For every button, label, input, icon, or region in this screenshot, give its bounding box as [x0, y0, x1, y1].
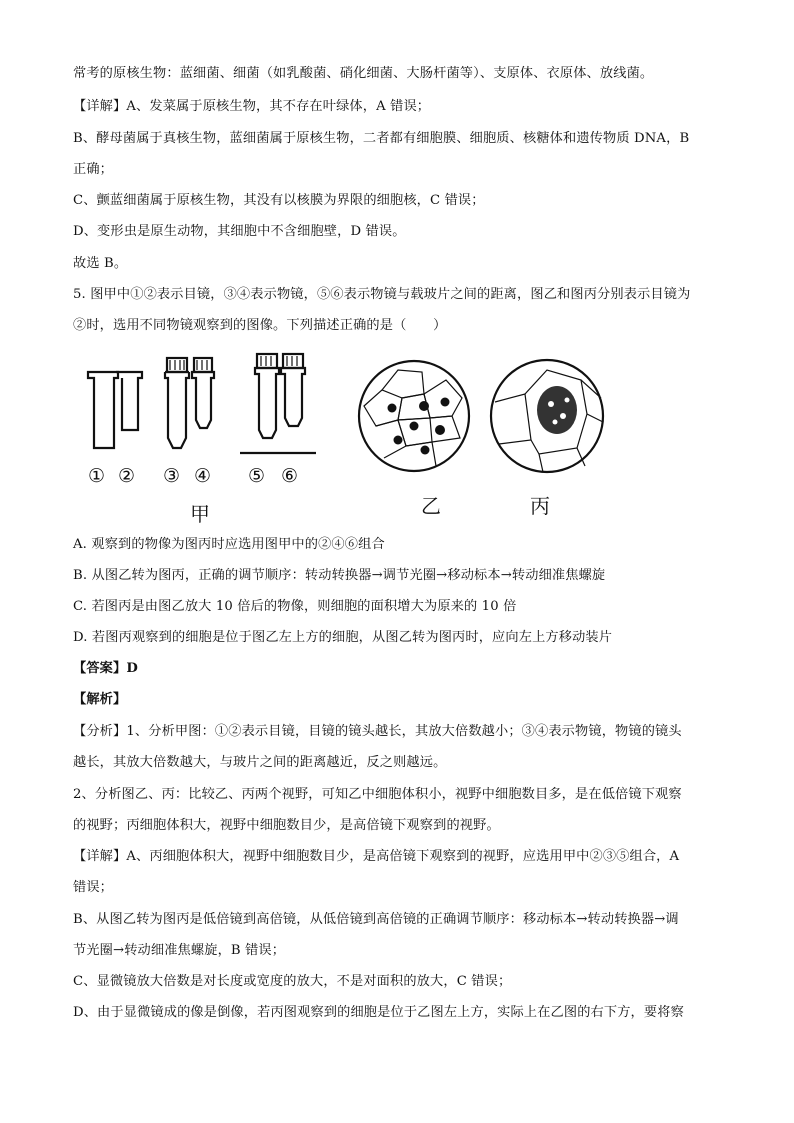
analysis-line-4: 的视野；丙细胞体积大，视野中细胞数目少，是高倍镜下观察到的视野。 — [73, 818, 500, 833]
detail-line-4: 节光圈→转动细准焦螺旋，B 错误； — [73, 943, 286, 958]
analysis-heading: 【解析】 — [73, 692, 127, 707]
answer-heading: 【答案】D — [73, 661, 138, 676]
label-1: ① — [88, 465, 106, 487]
detail-line-1: 【详解】A、丙细胞体积大，视野中细胞数目少，是高倍镜下观察到的视野，应选用甲中②③⑤组合，A — [73, 849, 680, 864]
label-6: ⑥ — [281, 465, 299, 487]
text-line-3: B、酵母菌属于真核生物，蓝细菌属于原核生物，二者都有细胞膜、细胞质、核糖体和遗传物质 DNA，B — [73, 131, 690, 146]
question-stem-line-1: 5. 图甲中①②表示目镜，③④表示物镜，⑤⑥表示物镜与载玻片之间的距离，图乙和图丙分别表示目镜为 — [73, 287, 691, 302]
analysis-line-3: 2、分析图乙、丙：比较乙、丙两个视野，可知乙中细胞体积小，视野中细胞数目多，是在低倍镜下观察 — [73, 787, 682, 802]
text-line-4: 正确； — [73, 162, 114, 177]
text-line-5: C、颤蓝细菌属于原核生物，其没有以核膜为界限的细胞核，C 错误； — [73, 193, 485, 208]
objective-6-top — [283, 354, 303, 368]
view-bing-drawing — [485, 352, 615, 482]
objective-3-body — [165, 372, 189, 448]
option-c: C. 若图丙是由图乙放大 10 倍后的物像，则细胞的面积增大为原来的 10 倍 — [73, 599, 517, 614]
analysis-line-1: 【分析】1、分析甲图：①②表示目镜，目镜的镜头越长，其放大倍数越小；③④表示物镜，物镜的镜头 — [73, 724, 682, 739]
analysis-line-2: 越长，其放大倍数越大，与玻片之间的距离越近，反之则越远。 — [73, 755, 447, 770]
label-2: ② — [118, 465, 136, 487]
microscope-figure — [80, 350, 560, 530]
view-yi-circle — [359, 361, 469, 471]
text-line-6: D、变形虫是原生动物，其细胞中不含细胞壁，D 错误。 — [73, 224, 406, 239]
objective-5-body — [255, 368, 279, 438]
objective-6-body — [281, 368, 305, 426]
objective-5-top — [257, 354, 277, 368]
label-3: ③ — [163, 465, 181, 487]
label-4: ④ — [194, 465, 212, 487]
option-d: D. 若图丙观察到的细胞是位于图乙左上方的细胞，从图乙转为图丙时，应向左上方移动装片 — [73, 630, 613, 645]
question-stem-line-2: ②时，选用不同物镜观察到的图像。下列描述正确的是（ ） — [73, 318, 447, 333]
detail-line-6: D、由于显微镜成的像是倒像，若丙图观察到的细胞是位于乙图左上方，实际上在乙图的右下方，要将察 — [73, 1005, 684, 1020]
detail-line-3: B、从图乙转为图丙是低倍镜到高倍镜，从低倍镜到高倍镜的正确调节顺序：移动标本→转动转换器→调 — [73, 912, 679, 927]
label-yi: 乙 — [421, 494, 441, 518]
detail-line-2: 错误； — [73, 880, 114, 895]
label-5: ⑤ — [248, 465, 266, 487]
objective-4-body — [192, 372, 214, 428]
text-line-7: 故选 B。 — [73, 256, 128, 271]
label-jia: 甲 — [190, 502, 210, 526]
eyepiece-1-shape — [88, 372, 118, 448]
eyepiece-2-shape — [116, 372, 142, 430]
detail-line-5: C、显微镜放大倍数是对长度或宽度的放大，不是对面积的放大，C 错误； — [73, 974, 512, 989]
option-a: A. 观察到的物像为图丙时应选用图甲中的②④⑥组合 — [73, 537, 385, 552]
text-line-1: 常考的原核生物：蓝细菌、细菌（如乳酸菌、硝化细菌、大肠杆菌等）、支原体、衣原体、放线菌。 — [73, 66, 654, 81]
option-b: B. 从图乙转为图丙，正确的调节顺序：转动转换器→调节光圈→移动标本→转动细准焦螺旋 — [73, 568, 606, 583]
label-bing: 丙 — [530, 494, 550, 518]
text-line-2: 【详解】A、发菜属于原核生物，其不存在叶绿体，A 错误； — [73, 99, 431, 114]
